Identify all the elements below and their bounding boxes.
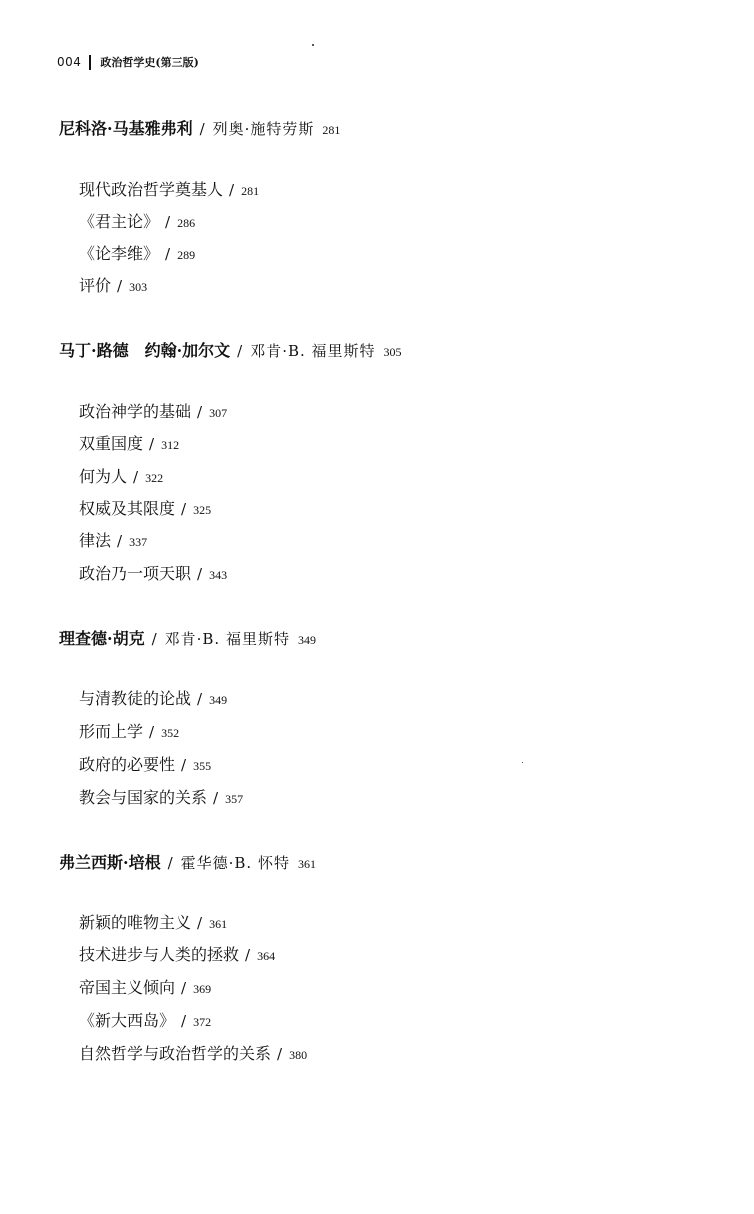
- running-header: [57, 54, 199, 70]
- toc-section-title: 马丁·路德 约翰·加尔文 / 邓肯·B. 福里斯特 305: [59, 341, 402, 360]
- book-title: 政治哲学史(第三版): [100, 56, 199, 69]
- toc-entry: 评价 / 303: [79, 276, 148, 295]
- toc-section-title: 理查德·胡克 / 邓肯·B. 福里斯特 349: [59, 629, 316, 648]
- toc-entry: 权威及其限度 / 325: [79, 499, 212, 518]
- toc-entry: 政治神学的基础 / 307: [79, 402, 228, 421]
- toc-entry: 与清教徒的论战 / 349: [79, 689, 228, 708]
- toc-entry: 政府的必要性 / 355: [79, 755, 212, 774]
- toc-entry: 《论李维》 / 289: [79, 244, 196, 263]
- toc-entry: 双重国度 / 312: [79, 434, 180, 453]
- toc-entry: 新颖的唯物主义 / 361: [79, 913, 228, 932]
- toc-entry: 自然哲学与政治哲学的关系 / 380: [79, 1044, 308, 1063]
- header-divider: [89, 55, 91, 70]
- toc-entry: 形而上学 / 352: [79, 722, 180, 741]
- toc-entry: 政治乃一项天职 / 343: [79, 564, 228, 583]
- toc-entry: 教会与国家的关系 / 357: [79, 788, 244, 807]
- toc-entry: 何为人 / 322: [79, 467, 164, 486]
- page-number: 004: [57, 55, 82, 69]
- toc-section-title: 弗兰西斯·培根 / 霍华德·B. 怀特 361: [59, 853, 316, 872]
- toc-entry: 《君主论》 / 286: [79, 212, 196, 231]
- toc-entry: 现代政治哲学奠基人 / 281: [79, 180, 260, 199]
- toc-entry: 帝国主义倾向 / 369: [79, 978, 212, 997]
- toc-section-title: 尼科洛·马基雅弗利 / 列奥·施特劳斯 281: [59, 119, 341, 138]
- toc-entry: 《新大西岛》 / 372: [79, 1011, 212, 1030]
- toc-entry: 技术进步与人类的拯救 / 364: [79, 945, 276, 964]
- scan-speck: [312, 44, 314, 46]
- scan-speck: [522, 762, 523, 763]
- toc-entry: 律法 / 337: [79, 531, 148, 550]
